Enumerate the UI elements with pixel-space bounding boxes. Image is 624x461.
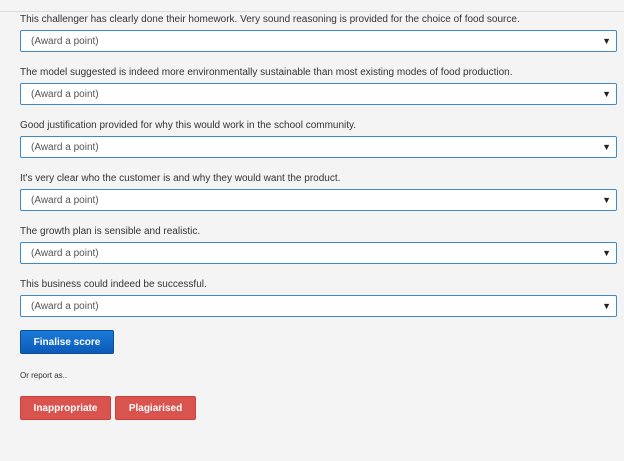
select-value: (Award a point) — [31, 89, 99, 100]
chevron-down-icon: ▼ — [602, 195, 611, 205]
award-point-select[interactable] — [20, 295, 617, 317]
finalise-score-button[interactable]: Finalise score — [20, 330, 114, 354]
report-prompt: Or report as.. — [20, 371, 68, 380]
chevron-down-icon: ▼ — [602, 248, 611, 258]
award-point-select[interactable] — [20, 189, 617, 211]
award-point-select[interactable] — [20, 242, 617, 264]
award-point-select[interactable] — [20, 83, 617, 105]
chevron-down-icon: ▼ — [602, 36, 611, 46]
criterion-label: Good justification provided for why this would work in the school community. — [20, 120, 357, 131]
select-value: (Award a point) — [31, 142, 99, 153]
select-value: (Award a point) — [31, 248, 99, 259]
select-value: (Award a point) — [31, 195, 99, 206]
scoring-form — [20, 14, 617, 332]
criterion-label: The growth plan is sensible and realistic. — [20, 226, 201, 237]
criterion-label: It's very clear who the customer is and why they would want the product. — [20, 173, 341, 184]
criterion-label: This challenger has clearly done their homework. Very sound reasoning is provided for the choice of food source. — [20, 14, 520, 25]
criterion-success — [20, 279, 617, 332]
criterion-label: The model suggested is indeed more environmentally sustainable than most existing modes of food production. — [20, 67, 513, 78]
select-value: (Award a point) — [31, 301, 99, 312]
chevron-down-icon: ▼ — [602, 89, 611, 99]
criterion-school-community — [20, 120, 617, 173]
criterion-research — [20, 14, 617, 67]
chevron-down-icon: ▼ — [602, 142, 611, 152]
award-point-select[interactable] — [20, 30, 617, 52]
criterion-growth-plan — [20, 226, 617, 279]
criterion-customer — [20, 173, 617, 226]
report-plagiarised-button[interactable]: Plagiarised — [115, 396, 196, 420]
report-inappropriate-button[interactable]: Inappropriate — [20, 396, 111, 420]
criterion-sustainability — [20, 67, 617, 120]
top-divider — [0, 11, 624, 12]
select-value: (Award a point) — [31, 36, 99, 47]
award-point-select[interactable] — [20, 136, 617, 158]
chevron-down-icon: ▼ — [602, 301, 611, 311]
criterion-label: This business could indeed be successful. — [20, 279, 207, 290]
